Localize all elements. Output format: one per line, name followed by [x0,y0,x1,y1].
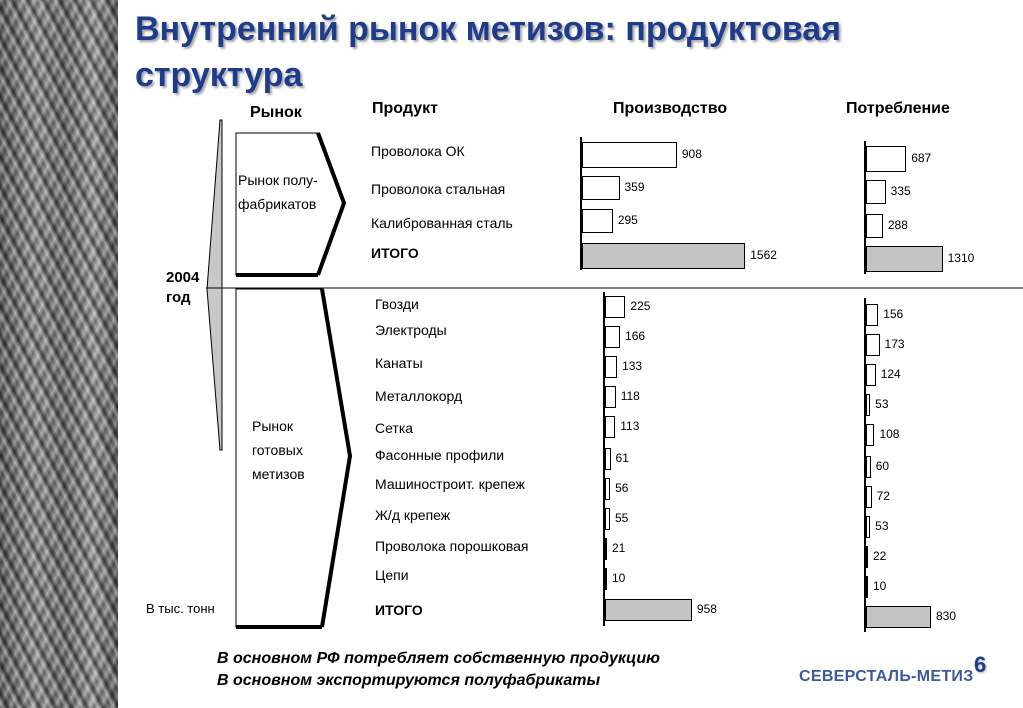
year-label: 2004 год [166,269,200,306]
production-value-label: 55 [614,511,629,525]
production-bar [605,478,610,500]
segment-semi-label: Рынок полу-фабрикатов [238,172,318,212]
header-production: Производство [613,100,728,117]
total-label: ИТОГО [375,602,423,618]
production-bar [605,416,615,438]
production-bar [605,599,692,621]
product-label: Канаты [375,355,423,371]
product-label: Цепи [375,567,409,583]
consumption-value-label: 687 [911,151,932,165]
production-bar [605,356,617,378]
consumption-bar [866,456,871,478]
production-value-label: 113 [620,419,640,433]
header-consumption: Потребление [846,100,950,117]
consumption-value-label: 288 [887,218,908,232]
consumption-value-label: 53 [875,397,889,411]
consumption-bar [866,516,870,538]
consumption-bar [866,424,874,446]
product-label: Гвозди [375,296,419,312]
consumption-bar [866,214,883,238]
product-label: Фасонные профили [375,447,505,463]
production-bar [582,176,620,200]
production-value-label: 958 [696,602,717,616]
consumption-bar [866,606,931,628]
consumption-bar [866,546,868,568]
production-value-label: 225 [630,299,651,313]
consumption-bar [866,246,943,272]
header-market: Рынок [250,104,302,121]
consumption-bar [866,576,868,598]
units-note: В тыс. тонн [146,601,215,616]
page-title: Внутренний рынок метизов: продуктовая структура [135,10,842,94]
consumption-value-label: 173 [884,337,905,351]
consumption-bar [866,486,872,508]
product-label: Проволока стальная [371,181,506,197]
consumption-value-label: 830 [935,609,957,623]
production-value-label: 21 [612,541,626,555]
production-bar [605,538,607,560]
consumption-value-label: 156 [883,307,904,321]
production-bar [605,568,607,590]
header-product: Продукт [372,100,438,117]
product-label: Проволока ОК [371,143,465,159]
production-bar [605,296,625,318]
production-value-label: 10 [612,571,626,585]
production-bar [582,209,613,233]
brand-logo: СЕВЕРСТАЛЬ-МЕТИЗ [799,668,974,685]
production-bar [605,386,616,408]
consumption-value-label: 22 [873,549,887,563]
product-label: Металлокорд [375,388,463,404]
production-bar [605,508,610,530]
production-value-label: 359 [624,180,645,194]
footer-note-2: В основном экспортируются полуфабрикаты [217,672,601,689]
product-label: Проволока порошковая [375,538,529,554]
consumption-value-label: 10 [873,579,887,593]
footer-note-1: В основном РФ потребляет собственную продукцию [217,650,660,667]
product-label: Ж/д крепеж [375,507,451,523]
consumption-value-label: 53 [875,519,889,533]
consumption-value-label: 72 [876,489,890,503]
consumption-bar [866,180,886,204]
segment-finished-label: Рынок готовых метизов [252,418,305,482]
production-value-label: 118 [620,389,640,403]
production-value-label: 166 [625,329,646,343]
production-value-label: 1562 [750,248,777,262]
product-label: Сетка [375,420,414,436]
consumption-bar [866,364,876,386]
product-label: Машиностроит. крепеж [375,476,525,492]
consumption-value-label: 335 [890,184,911,198]
consumption-bar [866,304,878,326]
production-value-label: 295 [617,213,638,227]
production-value-label: 56 [615,481,629,495]
production-bar [605,326,620,348]
consumption-value-label: 108 [879,427,900,441]
consumption-value-label: 124 [880,367,901,381]
consumption-bar [866,334,880,356]
consumption-bar [866,394,870,416]
consumption-value-label: 1310 [947,251,975,265]
consumption-bar [866,146,906,172]
production-bar [605,448,611,470]
production-value-label: 908 [681,147,702,161]
consumption-value-label: 60 [875,459,890,473]
product-label: Калиброванная сталь [371,215,513,231]
total-label: ИТОГО [371,245,419,261]
production-bar [582,243,745,269]
production-value-label: 133 [622,359,643,373]
page-number: 6 [974,652,987,677]
production-bar [582,142,677,168]
product-label: Электроды [375,322,447,338]
production-value-label: 61 [615,451,629,465]
